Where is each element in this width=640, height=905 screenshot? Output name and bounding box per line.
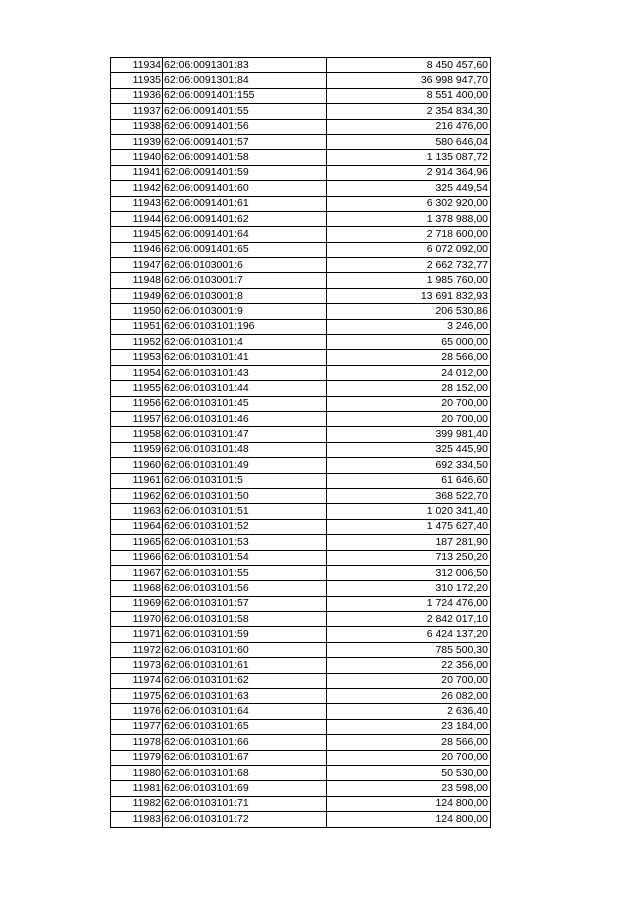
- cadastral-number-cell: 62:06:0091301:83: [163, 58, 327, 73]
- value-cell: 325 445,90: [327, 442, 491, 457]
- row-number-cell: 11937: [111, 104, 163, 119]
- cadastral-number-cell: 62:06:0103101:64: [163, 704, 327, 719]
- cadastral-number-cell: 62:06:0091401:57: [163, 134, 327, 149]
- table-row: [111, 196, 491, 211]
- value-cell: 2 636,40: [327, 704, 491, 719]
- row-number-cell: 11974: [111, 673, 163, 688]
- value-cell: 1 985 760,00: [327, 273, 491, 288]
- table-row: [111, 319, 491, 334]
- value-cell: 50 530,00: [327, 765, 491, 780]
- cadastral-number-cell: 62:06:0091401:56: [163, 119, 327, 134]
- row-number-cell: 11979: [111, 750, 163, 765]
- cadastral-number-cell: 62:06:0103101:54: [163, 550, 327, 565]
- cadastral-number-cell: 62:06:0103101:71: [163, 796, 327, 811]
- cadastral-number-cell: 62:06:0091401:65: [163, 242, 327, 257]
- cadastral-number-cell: 62:06:0103101:56: [163, 581, 327, 596]
- table-row: [111, 812, 491, 827]
- row-number-cell: 11965: [111, 535, 163, 550]
- table-row: [111, 581, 491, 596]
- cadastral-number-cell: 62:06:0103001:8: [163, 288, 327, 303]
- cadastral-number-cell: 62:06:0091401:62: [163, 211, 327, 226]
- cadastral-number-cell: 62:06:0091401:59: [163, 165, 327, 180]
- row-number-cell: 11967: [111, 565, 163, 580]
- value-cell: 692 334,50: [327, 458, 491, 473]
- row-number-cell: 11944: [111, 211, 163, 226]
- table-row: [111, 335, 491, 350]
- row-number-cell: 11983: [111, 812, 163, 827]
- value-cell: 124 800,00: [327, 812, 491, 827]
- table-row: [111, 304, 491, 319]
- cadastral-number-cell: 62:06:0103101:63: [163, 689, 327, 704]
- table-row: [111, 442, 491, 457]
- row-number-cell: 11936: [111, 88, 163, 103]
- row-number-cell: 11961: [111, 473, 163, 488]
- value-cell: 1 724 476,00: [327, 596, 491, 611]
- table-row: [111, 612, 491, 627]
- value-cell: 28 566,00: [327, 350, 491, 365]
- table-row: [111, 519, 491, 534]
- cadastral-number-cell: 62:06:0103101:69: [163, 781, 327, 796]
- value-cell: 13 691 832,93: [327, 288, 491, 303]
- row-number-cell: 11952: [111, 335, 163, 350]
- value-cell: 580 646,04: [327, 134, 491, 149]
- cadastral-number-cell: 62:06:0103101:50: [163, 488, 327, 503]
- row-number-cell: 11968: [111, 581, 163, 596]
- cadastral-number-cell: 62:06:0103101:4: [163, 335, 327, 350]
- value-cell: 1 475 627,40: [327, 519, 491, 534]
- value-cell: 8 450 457,60: [327, 58, 491, 73]
- value-cell: 6 072 092,00: [327, 242, 491, 257]
- table-row: [111, 642, 491, 657]
- table-row: [111, 458, 491, 473]
- row-number-cell: 11942: [111, 181, 163, 196]
- row-number-cell: 11958: [111, 427, 163, 442]
- row-number-cell: 11955: [111, 381, 163, 396]
- value-cell: 20 700,00: [327, 396, 491, 411]
- cadastral-number-cell: 62:06:0091401:60: [163, 181, 327, 196]
- row-number-cell: 11957: [111, 411, 163, 426]
- row-number-cell: 11966: [111, 550, 163, 565]
- row-number-cell: 11941: [111, 165, 163, 180]
- document-page: [110, 57, 491, 828]
- table-row: [111, 88, 491, 103]
- row-number-cell: 11946: [111, 242, 163, 257]
- table-row: [111, 550, 491, 565]
- row-number-cell: 11940: [111, 150, 163, 165]
- table-row: [111, 104, 491, 119]
- cadastral-number-cell: 62:06:0091401:61: [163, 196, 327, 211]
- row-number-cell: 11978: [111, 735, 163, 750]
- cadastral-number-cell: 62:06:0103101:52: [163, 519, 327, 534]
- value-cell: 3 246,00: [327, 319, 491, 334]
- value-cell: 61 646,60: [327, 473, 491, 488]
- cadastral-number-cell: 62:06:0103101:57: [163, 596, 327, 611]
- cadastral-number-cell: 62:06:0103101:68: [163, 765, 327, 780]
- value-cell: 1 020 341,40: [327, 504, 491, 519]
- cadastral-number-cell: 62:06:0103101:60: [163, 642, 327, 657]
- row-number-cell: 11963: [111, 504, 163, 519]
- row-number-cell: 11939: [111, 134, 163, 149]
- row-number-cell: 11975: [111, 689, 163, 704]
- table-row: [111, 288, 491, 303]
- row-number-cell: 11951: [111, 319, 163, 334]
- table-row: [111, 242, 491, 257]
- cadastral-number-cell: 62:06:0103101:5: [163, 473, 327, 488]
- cadastral-number-cell: 62:06:0103101:65: [163, 719, 327, 734]
- table-row: [111, 689, 491, 704]
- row-number-cell: 11972: [111, 642, 163, 657]
- value-cell: 310 172,20: [327, 581, 491, 596]
- value-cell: 28 566,00: [327, 735, 491, 750]
- table-row: [111, 627, 491, 642]
- cadastral-number-cell: 62:06:0103101:44: [163, 381, 327, 396]
- cadastral-number-cell: 62:06:0103101:47: [163, 427, 327, 442]
- value-cell: 6 302 920,00: [327, 196, 491, 211]
- cadastral-number-cell: 62:06:0103101:46: [163, 411, 327, 426]
- cadastral-number-cell: 62:06:0091401:155: [163, 88, 327, 103]
- cadastral-number-cell: 62:06:0103101:67: [163, 750, 327, 765]
- table-row: [111, 473, 491, 488]
- table-body: [111, 58, 491, 828]
- data-table: [110, 57, 491, 828]
- cadastral-number-cell: 62:06:0103101:45: [163, 396, 327, 411]
- row-number-cell: 11938: [111, 119, 163, 134]
- value-cell: 23 598,00: [327, 781, 491, 796]
- table-row: [111, 273, 491, 288]
- table-row: [111, 781, 491, 796]
- row-number-cell: 11960: [111, 458, 163, 473]
- value-cell: 312 006,50: [327, 565, 491, 580]
- cadastral-number-cell: 62:06:0091301:84: [163, 73, 327, 88]
- table-row: [111, 535, 491, 550]
- row-number-cell: 11935: [111, 73, 163, 88]
- value-cell: 216 476,00: [327, 119, 491, 134]
- table-row: [111, 73, 491, 88]
- value-cell: 22 356,00: [327, 658, 491, 673]
- row-number-cell: 11977: [111, 719, 163, 734]
- cadastral-number-cell: 62:06:0103101:62: [163, 673, 327, 688]
- value-cell: 713 250,20: [327, 550, 491, 565]
- table-row: [111, 704, 491, 719]
- cadastral-number-cell: 62:06:0103001:9: [163, 304, 327, 319]
- value-cell: 368 522,70: [327, 488, 491, 503]
- value-cell: 124 800,00: [327, 796, 491, 811]
- cadastral-number-cell: 62:06:0103101:59: [163, 627, 327, 642]
- cadastral-number-cell: 62:06:0091401:64: [163, 227, 327, 242]
- cadastral-number-cell: 62:06:0103101:58: [163, 612, 327, 627]
- cadastral-number-cell: 62:06:0103101:41: [163, 350, 327, 365]
- cadastral-number-cell: 62:06:0103101:72: [163, 812, 327, 827]
- row-number-cell: 11959: [111, 442, 163, 457]
- cadastral-number-cell: 62:06:0103001:7: [163, 273, 327, 288]
- row-number-cell: 11950: [111, 304, 163, 319]
- value-cell: 23 184,00: [327, 719, 491, 734]
- row-number-cell: 11947: [111, 258, 163, 273]
- value-cell: 399 981,40: [327, 427, 491, 442]
- cadastral-number-cell: 62:06:0103101:53: [163, 535, 327, 550]
- cadastral-number-cell: 62:06:0091401:55: [163, 104, 327, 119]
- table-row: [111, 719, 491, 734]
- table-row: [111, 58, 491, 73]
- value-cell: 20 700,00: [327, 750, 491, 765]
- value-cell: 2 662 732,77: [327, 258, 491, 273]
- cadastral-number-cell: 62:06:0103101:48: [163, 442, 327, 457]
- value-cell: 2 354 834,30: [327, 104, 491, 119]
- value-cell: 785 500,30: [327, 642, 491, 657]
- table-row: [111, 150, 491, 165]
- value-cell: 2 842 017,10: [327, 612, 491, 627]
- value-cell: 2 914 364,96: [327, 165, 491, 180]
- value-cell: 1 135 087,72: [327, 150, 491, 165]
- cadastral-number-cell: 62:06:0103101:61: [163, 658, 327, 673]
- row-number-cell: 11969: [111, 596, 163, 611]
- row-number-cell: 11956: [111, 396, 163, 411]
- value-cell: 20 700,00: [327, 673, 491, 688]
- value-cell: 28 152,00: [327, 381, 491, 396]
- value-cell: 206 530,86: [327, 304, 491, 319]
- row-number-cell: 11982: [111, 796, 163, 811]
- row-number-cell: 11980: [111, 765, 163, 780]
- value-cell: 36 998 947,70: [327, 73, 491, 88]
- value-cell: 325 449,54: [327, 181, 491, 196]
- cadastral-number-cell: 62:06:0103101:196: [163, 319, 327, 334]
- table-row: [111, 258, 491, 273]
- row-number-cell: 11962: [111, 488, 163, 503]
- table-row: [111, 658, 491, 673]
- value-cell: 8 551 400,00: [327, 88, 491, 103]
- cadastral-number-cell: 62:06:0103101:66: [163, 735, 327, 750]
- table-row: [111, 504, 491, 519]
- row-number-cell: 11976: [111, 704, 163, 719]
- table-row: [111, 765, 491, 780]
- table-row: [111, 565, 491, 580]
- table-row: [111, 365, 491, 380]
- cadastral-number-cell: 62:06:0103101:51: [163, 504, 327, 519]
- table-row: [111, 750, 491, 765]
- row-number-cell: 11949: [111, 288, 163, 303]
- table-row: [111, 396, 491, 411]
- value-cell: 6 424 137,20: [327, 627, 491, 642]
- value-cell: 1 378 988,00: [327, 211, 491, 226]
- row-number-cell: 11970: [111, 612, 163, 627]
- cadastral-number-cell: 62:06:0103101:49: [163, 458, 327, 473]
- row-number-cell: 11954: [111, 365, 163, 380]
- row-number-cell: 11964: [111, 519, 163, 534]
- value-cell: 26 082,00: [327, 689, 491, 704]
- table-row: [111, 134, 491, 149]
- row-number-cell: 11934: [111, 58, 163, 73]
- table-row: [111, 796, 491, 811]
- value-cell: 2 718 600,00: [327, 227, 491, 242]
- row-number-cell: 11953: [111, 350, 163, 365]
- table-row: [111, 673, 491, 688]
- cadastral-number-cell: 62:06:0103101:55: [163, 565, 327, 580]
- row-number-cell: 11971: [111, 627, 163, 642]
- cadastral-number-cell: 62:06:0091401:58: [163, 150, 327, 165]
- cadastral-number-cell: 62:06:0103101:43: [163, 365, 327, 380]
- value-cell: 187 281,90: [327, 535, 491, 550]
- cadastral-number-cell: 62:06:0103001:6: [163, 258, 327, 273]
- row-number-cell: 11948: [111, 273, 163, 288]
- table-row: [111, 350, 491, 365]
- row-number-cell: 11945: [111, 227, 163, 242]
- table-row: [111, 211, 491, 226]
- row-number-cell: 11981: [111, 781, 163, 796]
- table-row: [111, 596, 491, 611]
- table-row: [111, 165, 491, 180]
- table-row: [111, 119, 491, 134]
- value-cell: 24 012,00: [327, 365, 491, 380]
- value-cell: 20 700,00: [327, 411, 491, 426]
- table-row: [111, 411, 491, 426]
- row-number-cell: 11973: [111, 658, 163, 673]
- table-row: [111, 427, 491, 442]
- table-row: [111, 735, 491, 750]
- table-row: [111, 181, 491, 196]
- table-row: [111, 488, 491, 503]
- table-row: [111, 227, 491, 242]
- value-cell: 65 000,00: [327, 335, 491, 350]
- table-row: [111, 381, 491, 396]
- row-number-cell: 11943: [111, 196, 163, 211]
